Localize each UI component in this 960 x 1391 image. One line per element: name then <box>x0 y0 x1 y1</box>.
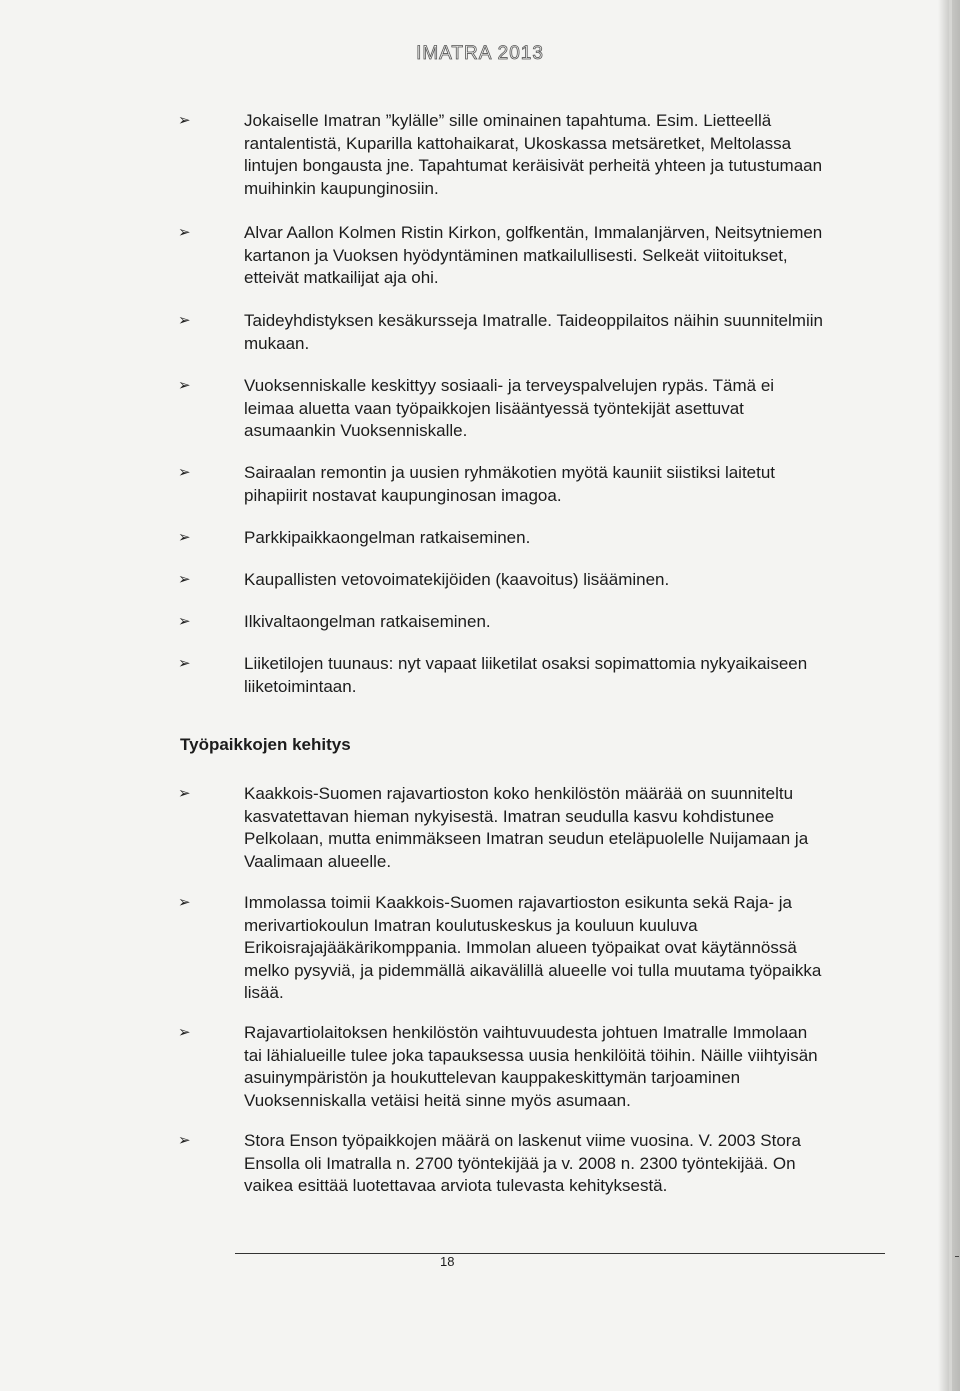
arrowhead-bullet-icon: ➢ <box>178 312 191 329</box>
list-item <box>178 310 824 355</box>
arrowhead-bullet-icon: ➢ <box>178 785 191 802</box>
list-item-text: Kaakkois-Suomen rajavartioston koko henkilöstön määrää on suunniteltu kasvatettavan hieman nykyisestä. Imatran seudulla kasvu kohdistunee Pelkolaan, mutta enimmäkseen Imatran seudun eteläpuolelle Nuijamaan ja Vaalimaan alueelle. <box>244 784 809 871</box>
edge-mark <box>955 1256 959 1257</box>
list-item <box>178 892 824 1005</box>
footer-divider <box>235 1253 885 1254</box>
list-item-text: Immolassa toimii Kaakkois-Suomen rajavartioston esikunta sekä Raja- ja merivartiokoulun Imatran koulutuskeskus ja kouluun kuuluva Erikoisrajajääkärikomppania. Immolan alueen työpaikat ovat käytännössä melko pysyviä, ja pidemmällä aikavälillä alueelle voi tulla muutama työpaikka lisää. <box>244 893 822 1002</box>
page-edge-line <box>949 0 952 1391</box>
page-number: 18 <box>440 1254 455 1269</box>
list-item <box>178 1130 824 1198</box>
list-item-text: Ilkivaltaongelman ratkaiseminen. <box>244 612 491 631</box>
arrowhead-bullet-icon: ➢ <box>178 894 191 911</box>
section-heading: Työpaikkojen kehitys <box>180 735 351 754</box>
list-item-text: Taideyhdistyksen kesäkursseja Imatralle. Taideoppilaitos näihin suunnitelmiin mukaan. <box>244 311 823 353</box>
list-item <box>178 653 824 698</box>
arrowhead-bullet-icon: ➢ <box>178 613 191 630</box>
list-item-text: Liiketilojen tuunaus: nyt vapaat liiketilat osaksi sopimattomia nykyaikaiseen liiketoimintaan. <box>244 654 808 696</box>
list-item-text: Kaupallisten vetovoimatekijöiden (kaavoitus) lisääminen. <box>244 570 670 589</box>
list-item-text: Rajavartiolaitoksen henkilöstön vaihtuvuudesta johtuen Imatralle Immolaan tai lähialueille tulee joka tapauksessa uusia henkilöitä töihin. Näille viihtyisän asuinympäristön ja houkuttelevan kauppakeskittymän tarjoaminen Vuoksenniskalla vetäisi heitä sinne myös asumaan. <box>244 1023 818 1110</box>
list-item <box>178 611 824 634</box>
list-item <box>178 375 824 443</box>
arrowhead-bullet-icon: ➢ <box>178 529 191 546</box>
arrowhead-bullet-icon: ➢ <box>178 464 191 481</box>
arrowhead-bullet-icon: ➢ <box>178 655 191 672</box>
list-item-text: Alvar Aallon Kolmen Ristin Kirkon, golfkentän, Immalanjärven, Neitsytniemen kartanon ja Vuoksen hyödyntäminen matkailullisesti. Selkeät viitoitukset, etteivät matkailijat aja ohi. <box>244 223 823 287</box>
list-item <box>178 110 824 200</box>
list-item <box>178 783 824 873</box>
arrowhead-bullet-icon: ➢ <box>178 112 191 129</box>
page-header: IMATRA 2013 <box>416 43 544 64</box>
list-item <box>178 527 824 550</box>
list-item <box>178 1022 824 1112</box>
list-item <box>178 222 824 290</box>
list-item-text: Parkkipaikkaongelman ratkaiseminen. <box>244 528 531 547</box>
list-item-text: Sairaalan remontin ja uusien ryhmäkotien myötä kauniit siistiksi laitetut pihapiirit nostavat kaupunginosan imagoa. <box>244 463 776 505</box>
arrowhead-bullet-icon: ➢ <box>178 1132 191 1149</box>
arrowhead-bullet-icon: ➢ <box>178 224 191 241</box>
list-item-text: Jokaiselle Imatran ”kylälle” sille ominainen tapahtuma. Esim. Lietteellä rantalentistä, Kuparilla kattohaikarat, Ukoskassa metsäretket, Meltolassa lintujen bongausta jne. Tapahtumat keräisivät perheitä yhteen ja tutustumaan muihinkin kaupunginosiin. <box>244 111 823 198</box>
arrowhead-bullet-icon: ➢ <box>178 377 191 394</box>
list-item-text: Vuoksenniskalle keskittyy sosiaali- ja terveyspalvelujen rypäs. Tämä ei leimaa aluetta vaan työpaikkojen lisääntyessä työntekijät asettuvat asumaankin Vuoksenniskalle. <box>244 376 775 440</box>
list-item-text: Stora Enson työpaikkojen määrä on laskenut viime vuosina. V. 2003 Stora Ensolla oli Imatralla n. 2700 työntekijää ja v. 2008 n. 2300 työntekijää. On vaikea esittää luotettavaa arviota tulevasta kehityksestä. <box>244 1131 801 1195</box>
arrowhead-bullet-icon: ➢ <box>178 571 191 588</box>
list-item <box>178 569 824 592</box>
list-item <box>178 462 824 507</box>
arrowhead-bullet-icon: ➢ <box>178 1024 191 1041</box>
